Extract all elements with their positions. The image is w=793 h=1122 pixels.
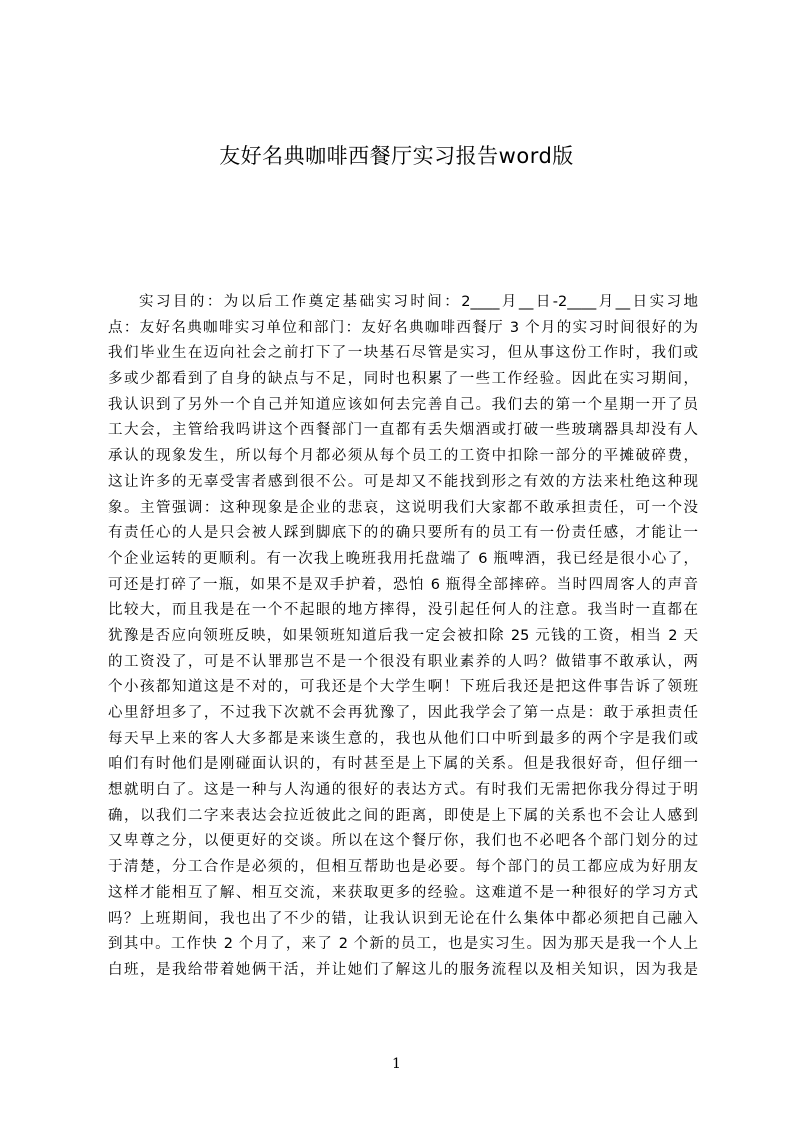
page-number: 1: [392, 1056, 401, 1072]
text-line: 心里舒坦多了，不过我下次就不会再犹豫了，因此我学会了第一点是：敢于承担责任: [108, 705, 698, 721]
text-line: 每天早上来的客人大多都是来谈生意的，我也从他们口中听到最多的两个字是我们或: [108, 730, 698, 747]
text-line: 可还是打碎了一瓶，如果不是双手护着，恐怕 6 瓶得全部摔碎。当时四周客人的声音: [108, 576, 698, 593]
text-line: 想就明白了。这是一种与人沟通的很好的表达方式。有时我们无需把你我分得过于明: [108, 782, 698, 799]
text-line: 白班，是我给带着她俩干活，并让她们了解这儿的服务流程以及相关知识，因为我是: [108, 961, 698, 978]
text-line: 有责任心的人是只会被人踩到脚底下的的确只要所有的员工有一份责任感，才能让一: [108, 525, 698, 542]
text-line: 又卑尊之分，以便更好的交谈。所以在这个餐厅你，我们也不必吧各个部门划分的过: [108, 833, 698, 850]
text-line: 这样才能相互了解、相互交流，来获取更多的经验。这难道不是一种很好的学习方式: [108, 884, 698, 901]
text-line: 实习目的：为以后工作奠定基础实习时间：2____月__日-2____月__日实习地: [139, 294, 698, 310]
text-line: 这让许多的无辜受害者感到很不公。可是却又不能找到形之有效的方法来杜绝这种现: [108, 473, 698, 490]
document-title: 友好名典咖啡西餐厅实习报告word版: [219, 144, 574, 168]
text-line: 确，以我们二字来表达会拉近彼此之间的距离，即使是上下属的关系也不会让人感到: [108, 807, 698, 824]
text-line: 个小孩都知道这是不对的，可我还是个大学生啊！下班后我还是把这件事告诉了领班: [108, 679, 698, 696]
text-line: 承认的现象发生，所以每个月都必须从每个员工的工资中扣除一部分的平摊破碎费，: [108, 448, 698, 465]
text-line: 象。主管强调：这种现象是企业的悲哀，这说明我们大家都不敢承担责任，可一个没: [108, 499, 698, 516]
text-line: 比较大，而且我是在一个不起眼的地方摔得，没引起任何人的注意。我当时一直都在: [108, 602, 698, 619]
text-line: 工大会，主管给我吗讲这个西餐部门一直都有丢失烟酒或打破一些玻璃器具却没有人: [108, 422, 698, 439]
text-line: 多或少都看到了自身的缺点与不足，同时也积累了一些工作经验。因此在实习期间，: [108, 371, 698, 388]
text-line: 我认识到了另外一个自己并知道应该如何去完善自己。我们去的第一个星期一开了员: [108, 396, 698, 413]
text-line: 到其中。工作快 2 个月了，来了 2 个新的员工，也是实习生。因为那天是我一个人上: [108, 936, 698, 953]
text-line: 我们毕业生在迈向社会之前打下了一块基石尽管是实习，但从事这份工作时，我们或: [108, 345, 698, 362]
text-line: 于清楚，分工合作是必须的，但相互帮助也是必要。每个部门的员工都应成为好朋友: [108, 859, 698, 876]
text-line: 犹豫是否应向领班反映，如果领班知道后我一定会被扣除 25 元钱的工资，相当 2 天: [108, 627, 698, 644]
text-line: 咱们有时他们是刚碰面认识的，有时甚至是上下属的关系。但是我很好奇，但仔细一: [108, 756, 698, 773]
text-line: 的工资没了，可是不认罪那岂不是一个很没有职业素养的人吗？做错事不敢承认，两: [108, 653, 698, 670]
text-line: 个企业运转的更顺利。有一次我上晚班我用托盘端了 6 瓶啤酒，我已经是很小心了，: [108, 550, 698, 567]
text-line: 吗？上班期间，我也出了不少的错，让我认识到无论在什么集体中都必须把自己融入: [108, 910, 698, 927]
body-paragraph: [108, 290, 698, 984]
text-line: 点：友好名典咖啡实习单位和部门：友好名典咖啡西餐厅 3 个月的实习时间很好的为: [108, 319, 698, 336]
